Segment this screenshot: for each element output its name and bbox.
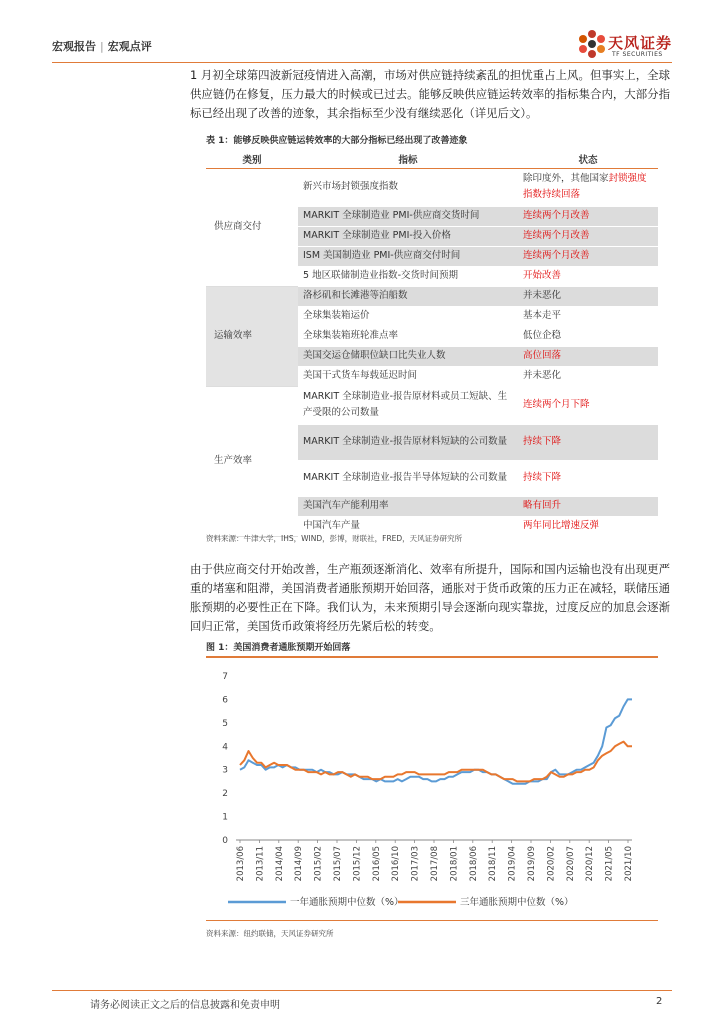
x-tick-label: 2020/02 <box>546 846 557 882</box>
indicator-cell: MARKIT 全球制造业 PMI-供应商交货时间 <box>298 206 518 226</box>
indicator-cell: 美国干式货车每载延迟时间 <box>298 366 518 386</box>
status-cell: 连续两个月改善 <box>518 226 658 246</box>
table-source: 资料来源：牛津大学，IHS，WIND，彭博，财联社，FRED，天风证券研究所 <box>206 534 463 543</box>
indicator-cell: 全球集装箱班轮准点率 <box>298 326 518 346</box>
indicator-cell: 5 地区联储制造业指数-交货时间预期 <box>298 266 518 286</box>
column-header-category: 类别 <box>206 150 298 168</box>
status-cell <box>518 168 658 206</box>
x-tick-label: 2015/12 <box>352 846 363 882</box>
analysis-paragraph: 由于供应商交付开始改善，生产瓶颈逐渐消化、效率有所提升，国际和国内运输也没有出现更严重的堵塞和阻滞，美国消费者通胀预期开始回落，通胀对于货币政策的压力正在减轻，联储压通胀预期的必要性正在下降。我们认为，未来预期引导会逐渐向现实靠拢，过度反应的加息会逐渐回归正常，美国货币政策将经历先紧后松的转变。 <box>190 562 670 633</box>
figure-source: 资料来源：纽约联储，天风证券研究所 <box>206 929 334 938</box>
category-transport-efficiency: 运输效率 <box>206 286 298 386</box>
figure-caption: 图 1：美国消费者通胀预期开始回落 <box>206 643 351 653</box>
x-tick-label: 2016/10 <box>391 846 402 882</box>
y-tick-label: 4 <box>222 742 228 753</box>
y-tick-label: 1 <box>222 812 228 823</box>
figure-caption-divider <box>206 656 658 658</box>
x-tick-label: 2021/10 <box>624 846 634 882</box>
x-tick-label: 2018/06 <box>468 846 479 882</box>
x-tick-label: 2018/01 <box>449 846 460 882</box>
y-tick-label: 2 <box>222 789 228 800</box>
company-logo-text: 天风证券 <box>608 34 673 52</box>
status-cell: 持续下降 <box>518 460 658 496</box>
status-cell: 连续两个月改善 <box>518 246 658 266</box>
indicator-cell: MARKIT 全球制造业 PMI-投入价格 <box>298 226 518 246</box>
y-tick-label: 6 <box>222 695 228 706</box>
status-plain: 除印度外，其他国家 <box>523 173 609 184</box>
header-separator: | <box>100 40 104 53</box>
legend-label: 一年通胀预期中位数（%） <box>290 897 404 908</box>
x-tick-label: 2013/06 <box>236 846 246 882</box>
y-tick-label: 0 <box>222 836 228 846</box>
indicator-cell: 全球集装箱运价 <box>298 306 518 326</box>
report-section: 宏观点评 <box>107 40 152 53</box>
footer-disclaimer: 请务必阅读正文之后的信息披露和免责申明 <box>90 1000 280 1011</box>
series-line-three-year <box>240 742 632 782</box>
category-supply-delivery: 供应商交付 <box>206 168 298 286</box>
legend-label: 三年通胀预期中位数（%） <box>460 897 574 908</box>
table-row <box>206 386 658 424</box>
status-cell: 并未恶化 <box>518 286 658 306</box>
indicator-cell: 新兴市场封锁强度指数 <box>298 168 518 206</box>
x-tick-label: 2018/11 <box>488 846 499 882</box>
indicator-cell: ISM 美国制造业 PMI-供应商交付时间 <box>298 246 518 266</box>
x-tick-label: 2019/04 <box>507 846 518 882</box>
page-number: 2 <box>656 996 663 1007</box>
status-cell: 并未恶化 <box>518 366 658 386</box>
indicator-cell: 美国交运仓储职位缺口比失业人数 <box>298 346 518 366</box>
report-type: 宏观报告 <box>52 40 96 53</box>
x-tick-label: 2020/07 <box>565 846 576 882</box>
status-cell: 高位回落 <box>518 346 658 366</box>
status-cell: 基本走平 <box>518 306 658 326</box>
x-tick-label: 2017/08 <box>430 846 440 882</box>
indicator-cell: MARKIT 全球制造业-报告原材料短缺的公司数量 <box>298 424 518 460</box>
inflation-expectation-chart <box>200 660 660 920</box>
company-logo-subtext: TF SECURITIES <box>612 51 663 58</box>
category-production-efficiency: 生产效率 <box>206 386 298 536</box>
status-cell: 连续两个月下降 <box>518 386 658 424</box>
column-header-status: 状态 <box>518 150 658 168</box>
status-red: 封锁强度指数持续回落 <box>523 173 647 200</box>
table-header-row <box>206 150 658 168</box>
x-tick-label: 2019/09 <box>527 846 537 882</box>
y-tick-label: 5 <box>222 718 228 729</box>
indicator-cell: MARKIT 全球制造业-报告原材料或员工短缺、生产受限的公司数量 <box>298 386 518 424</box>
x-tick-label: 2015/02 <box>313 846 324 882</box>
x-tick-label: 2016/05 <box>371 846 382 882</box>
indicator-cell: 中国汽车产量 <box>298 516 518 536</box>
x-tick-label: 2017/03 <box>410 846 421 882</box>
table-caption: 表 1：能够反映供应链运转效率的大部分指标已经出现了改善迹象 <box>206 136 468 146</box>
footer-divider <box>52 990 672 991</box>
x-tick-label: 2015/07 <box>333 846 343 882</box>
table-row <box>206 286 658 306</box>
table-row <box>206 168 658 206</box>
x-tick-label: 2014/09 <box>294 846 305 882</box>
supply-chain-indicator-table <box>206 150 658 537</box>
series-line-one-year <box>240 699 632 783</box>
status-cell: 低位企稳 <box>518 326 658 346</box>
status-cell: 持续下降 <box>518 424 658 460</box>
figure-end-divider <box>206 920 658 921</box>
y-tick-label: 7 <box>222 672 228 682</box>
indicator-cell: MARKIT 全球制造业-报告半导体短缺的公司数量 <box>298 460 518 496</box>
header-divider <box>52 62 672 63</box>
indicator-cell: 洛杉矶和长滩港等泊船数 <box>298 286 518 306</box>
status-cell: 略有回升 <box>518 496 658 516</box>
status-cell: 开始改善 <box>518 266 658 286</box>
report-header <box>52 38 152 54</box>
x-tick-label: 2014/04 <box>274 846 285 882</box>
column-header-indicator: 指标 <box>298 150 518 168</box>
status-cell: 连续两个月改善 <box>518 206 658 226</box>
x-tick-label: 2021/05 <box>604 846 615 882</box>
status-cell: 两年同比增速反弹 <box>518 516 658 536</box>
x-tick-label: 2013/11 <box>255 846 266 882</box>
intro-paragraph: 1 月初全球第四波新冠疫情进入高潮，市场对供应链持续紊乱的担忧重占上风。但事实上，全球供应链仍在修复，压力最大的时候或已过去。能够反映供应链运转效率的指标集合内，大部分指标已经出现了改善的迹象，其余指标至少没有继续恶化（详见后文）。 <box>190 68 670 120</box>
x-tick-label: 2020/12 <box>585 846 596 882</box>
indicator-cell: 美国汽车产能利用率 <box>298 496 518 516</box>
y-tick-label: 3 <box>222 765 228 776</box>
